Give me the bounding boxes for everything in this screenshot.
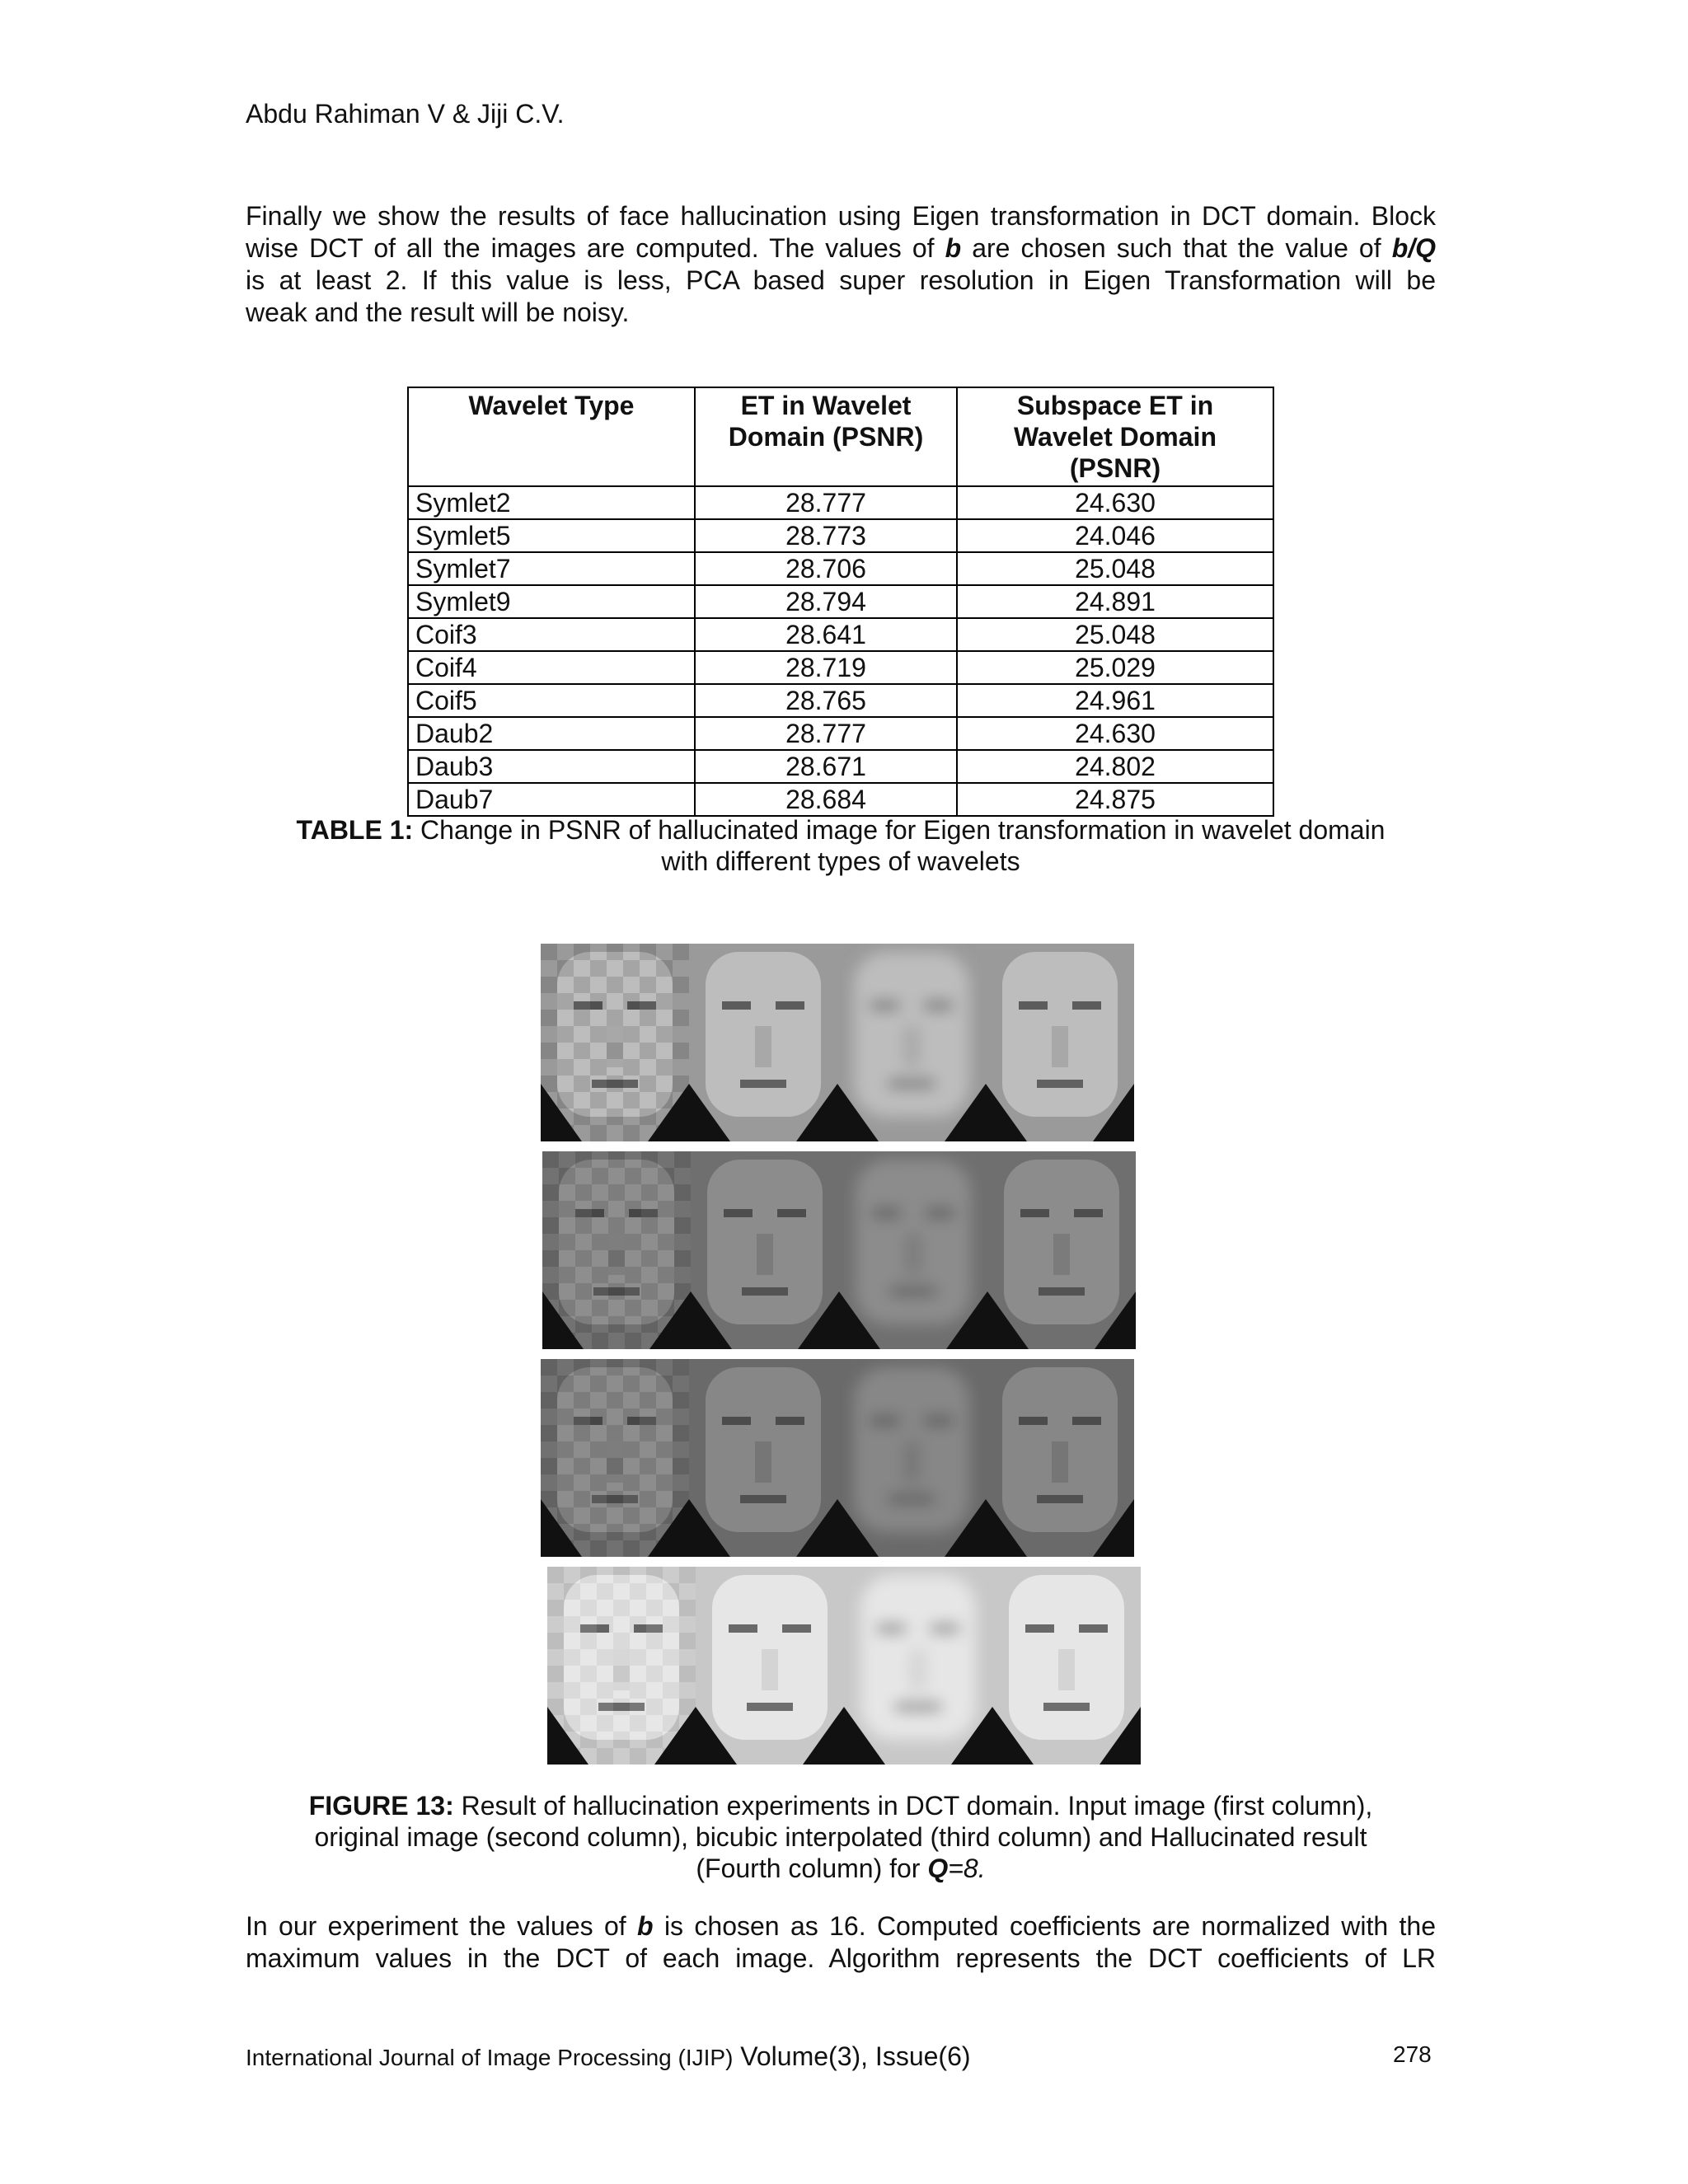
table-row <box>408 519 1273 552</box>
cell-subspace-psnr: 25.029 <box>957 651 1273 684</box>
face-image-original <box>696 1567 844 1765</box>
cell-wavelet: Coif3 <box>408 618 695 651</box>
table-caption: TABLE 1: Change in PSNR of hallucinated image for Eigen transformation in wavelet domain with different types of wavelets <box>296 815 1386 876</box>
table-row <box>408 618 1273 651</box>
cell-et-psnr: 28.765 <box>695 684 957 717</box>
face-image-bicubic <box>837 944 986 1141</box>
cell-wavelet: Coif5 <box>408 684 695 717</box>
cell-wavelet: Daub7 <box>408 783 695 816</box>
face-image-pixelated <box>541 944 689 1141</box>
table-row <box>408 486 1273 519</box>
header-wavelet-type: Wavelet Type <box>408 387 695 486</box>
figure-caption: FIGURE 13: Result of hallucination experiments in DCT domain. Input image (first column), original image (second column), bicubic interpolated (third column) and Hallucinated result (Fourth column) for Q=8. <box>308 1791 1373 1883</box>
cell-et-psnr: 28.671 <box>695 750 957 783</box>
cell-et-psnr: 28.706 <box>695 552 957 585</box>
face-image-original <box>691 1151 839 1349</box>
face-image-pixelated <box>542 1151 691 1349</box>
cell-subspace-psnr: 24.802 <box>957 750 1273 783</box>
cell-subspace-psnr: 24.875 <box>957 783 1273 816</box>
cell-et-psnr: 28.719 <box>695 651 957 684</box>
cell-subspace-psnr: 24.630 <box>957 717 1273 750</box>
face-row <box>541 1359 1134 1557</box>
cell-et-psnr: 28.777 <box>695 486 957 519</box>
face-image-hallucinated <box>986 944 1134 1141</box>
cell-wavelet: Daub3 <box>408 750 695 783</box>
face-image-hallucinated <box>992 1567 1141 1765</box>
table-row <box>408 717 1273 750</box>
cell-subspace-psnr: 25.048 <box>957 552 1273 585</box>
cell-subspace-psnr: 24.891 <box>957 585 1273 618</box>
journal-footer: International Journal of Image Processing (IJIP) Volume(3), Issue(6) <box>246 2041 971 2071</box>
face-row <box>542 1151 1136 1349</box>
running-header: Abdu Rahiman V & Jiji C.V. <box>246 99 565 129</box>
intro-line-2: wise DCT of all the images are computed. The values of b are chosen such that the value of b/Q <box>246 233 1437 263</box>
face-image-pixelated <box>547 1567 696 1765</box>
face-image-hallucinated <box>986 1359 1134 1557</box>
table-row <box>408 585 1273 618</box>
table-row <box>408 783 1273 816</box>
page-number: 278 <box>1393 2041 1432 2067</box>
table-row <box>408 651 1273 684</box>
cell-wavelet: Symlet7 <box>408 552 695 585</box>
cell-subspace-psnr: 24.046 <box>957 519 1273 552</box>
cell-wavelet: Daub2 <box>408 717 695 750</box>
closing-line-1: In our experiment the values of b is chosen as 16. Computed coefficients are normalized with the <box>246 1911 1437 1941</box>
intro-line-4: weak and the result will be noisy. <box>246 298 630 327</box>
table-row <box>408 684 1273 717</box>
face-image-bicubic <box>839 1151 987 1349</box>
psnr-table <box>407 387 1274 817</box>
table-row <box>408 750 1273 783</box>
table-row <box>408 552 1273 585</box>
cell-et-psnr: 28.684 <box>695 783 957 816</box>
cell-subspace-psnr: 25.048 <box>957 618 1273 651</box>
cell-et-psnr: 28.777 <box>695 717 957 750</box>
face-row <box>547 1567 1141 1765</box>
cell-subspace-psnr: 24.961 <box>957 684 1273 717</box>
closing-line-2: maximum values in the DCT of each image. Algorithm represents the DCT coefficients of LR <box>246 1943 1436 1973</box>
face-image-pixelated <box>541 1359 689 1557</box>
cell-et-psnr: 28.794 <box>695 585 957 618</box>
face-image-bicubic <box>837 1359 986 1557</box>
cell-wavelet: Coif4 <box>408 651 695 684</box>
cell-et-psnr: 28.641 <box>695 618 957 651</box>
face-image-hallucinated <box>987 1151 1136 1349</box>
face-image-original <box>689 944 837 1141</box>
header-et-wavelet: ET in Wavelet Domain (PSNR) <box>695 387 957 486</box>
intro-paragraph <box>246 200 1436 329</box>
table-header-row <box>408 387 1273 486</box>
cell-subspace-psnr: 24.630 <box>957 486 1273 519</box>
face-image-bicubic <box>844 1567 992 1765</box>
face-image-original <box>689 1359 837 1557</box>
intro-line-1: Finally we show the results of face hallucination using Eigen transformation in DCT domain. Block <box>246 201 1436 231</box>
intro-line-3: is at least 2. If this value is less, PCA based super resolution in Eigen Transformation will be <box>246 265 1436 295</box>
cell-wavelet: Symlet5 <box>408 519 695 552</box>
closing-paragraph <box>246 1910 1436 1975</box>
cell-wavelet: Symlet9 <box>408 585 695 618</box>
cell-wavelet: Symlet2 <box>408 486 695 519</box>
cell-et-psnr: 28.773 <box>695 519 957 552</box>
header-subspace-et: Subspace ET in Wavelet Domain (PSNR) <box>957 387 1273 486</box>
face-row <box>541 944 1134 1141</box>
